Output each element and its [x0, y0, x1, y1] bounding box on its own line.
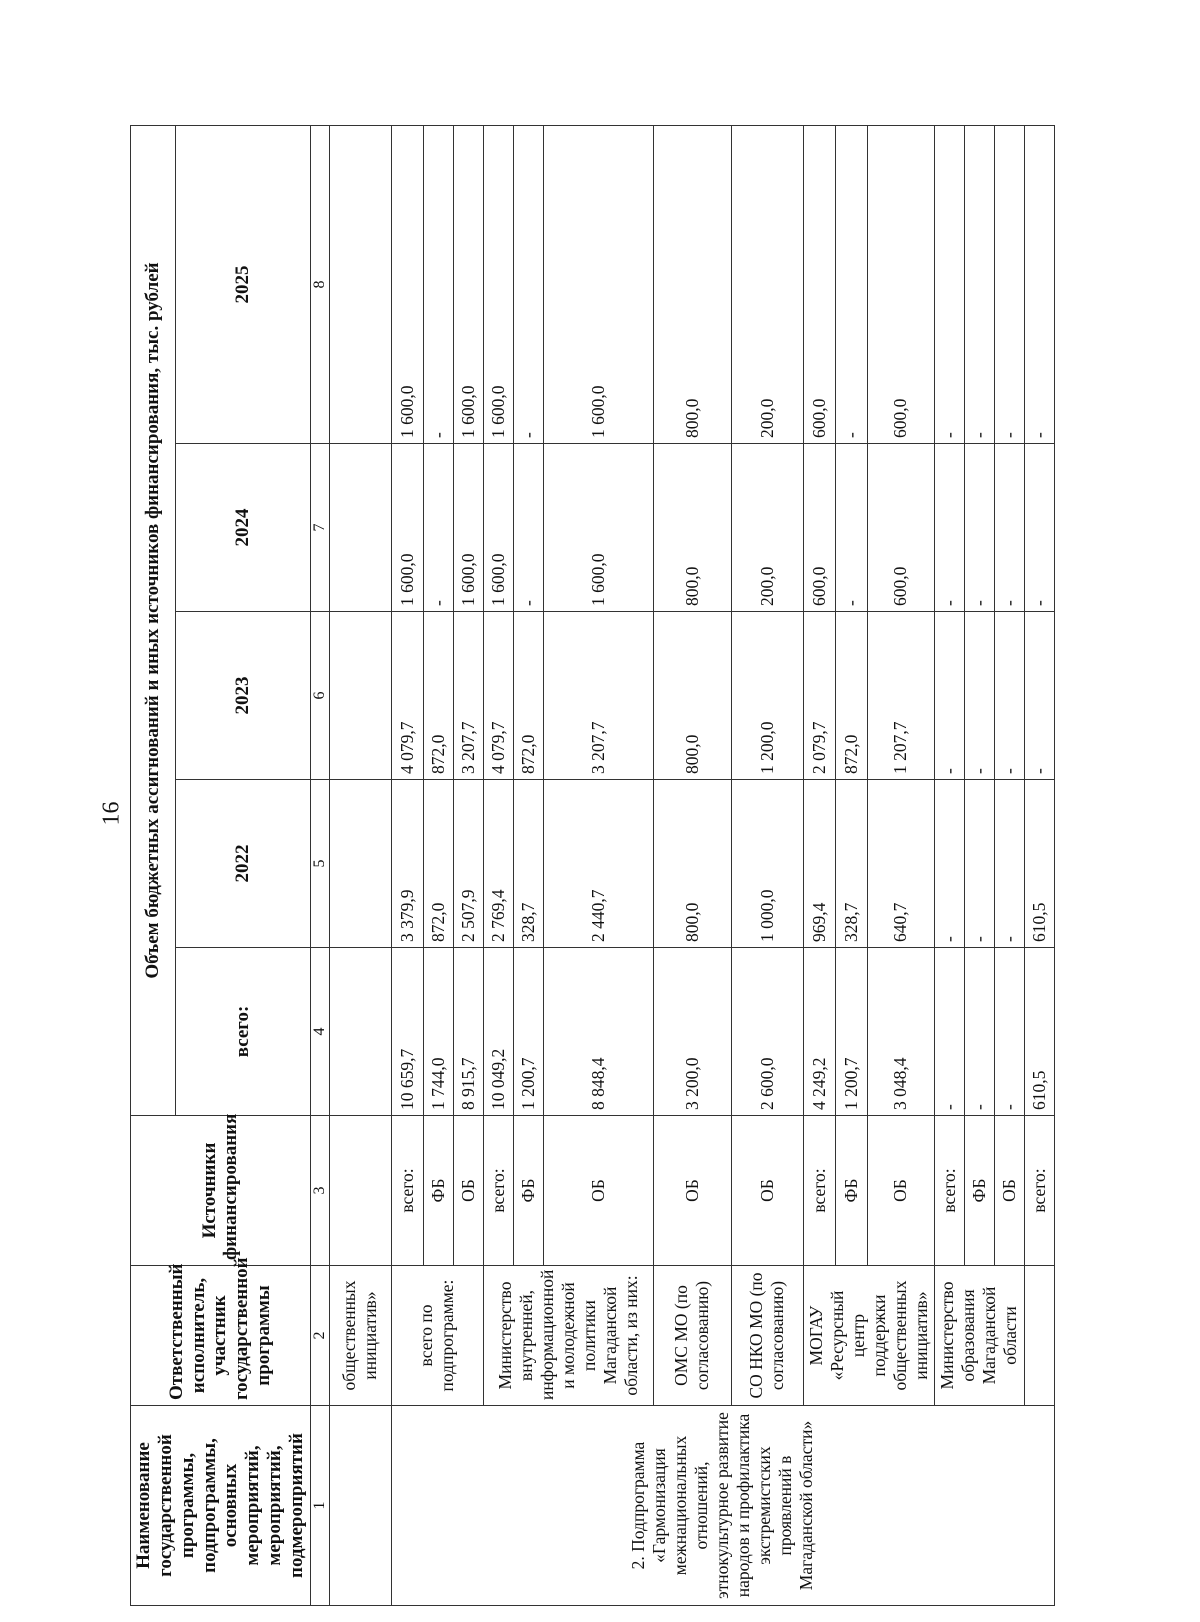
value-cell: 872,0	[513, 612, 543, 780]
value-cell: -	[994, 948, 1024, 1116]
value-cell: -	[964, 612, 994, 780]
value-cell: 1 200,0	[731, 612, 803, 780]
value-cell: 8 915,7	[453, 948, 483, 1116]
header-2022: 2022	[176, 780, 311, 948]
value-cell: 200,0	[731, 125, 803, 443]
value-cell: 872,0	[835, 612, 867, 780]
value-cell: -	[835, 125, 867, 443]
source-cell: ОБ	[653, 1116, 731, 1266]
rotated-page	[130, 126, 1049, 1606]
value-cell: 328,7	[513, 780, 543, 948]
value-cell: 1 200,7	[513, 948, 543, 1116]
value-cell: -	[835, 444, 867, 612]
header-2024: 2024	[176, 444, 311, 612]
value-cell: 872,0	[423, 612, 453, 780]
value-cell: 600,0	[868, 444, 935, 612]
value-cell: 3 200,0	[653, 948, 731, 1116]
value-cell: -	[1024, 612, 1054, 780]
value-cell: -	[934, 948, 964, 1116]
value-cell: 2 440,7	[543, 780, 653, 948]
budget-table	[130, 125, 1055, 1606]
value-cell: 800,0	[653, 780, 731, 948]
value-cell: -	[934, 780, 964, 948]
value-cell: 3 207,7	[453, 612, 483, 780]
value-cell: 969,4	[803, 780, 835, 948]
col-number: 3	[310, 1116, 329, 1266]
value-cell: -	[1024, 444, 1054, 612]
value-cell: 640,7	[868, 780, 935, 948]
value-cell: -	[934, 444, 964, 612]
value-cell: -	[994, 444, 1024, 612]
value-cell: 600,0	[803, 125, 835, 443]
value-cell: 1 744,0	[423, 948, 453, 1116]
source-cell: всего:	[1024, 1116, 1054, 1266]
value-cell: 1 600,0	[483, 444, 513, 612]
value-cell: -	[513, 444, 543, 612]
source-cell: всего:	[483, 1116, 513, 1266]
source-cell: ФБ	[835, 1116, 867, 1266]
value-cell: -	[994, 612, 1024, 780]
table-row	[731, 125, 803, 1605]
source-cell: ОБ	[453, 1116, 483, 1266]
table-row	[329, 125, 391, 1605]
executor-cell: ОМС МО (по согласованию)	[653, 1266, 731, 1406]
table-row	[1024, 125, 1054, 1605]
header-executor: Ответственный исполнитель, участник государственной программы	[131, 1266, 311, 1406]
col-number: 7	[310, 444, 329, 612]
value-cell: 8 848,4	[543, 948, 653, 1116]
value-cell: 1 600,0	[453, 125, 483, 443]
executor-cell: Министерство внутренней, информационной и молодежной политики Магаданской области, из них:	[483, 1266, 653, 1406]
value-cell: 1 600,0	[391, 125, 423, 443]
value-cell: 1 600,0	[483, 125, 513, 443]
source-cell: всего:	[934, 1116, 964, 1266]
value-cell: -	[423, 444, 453, 612]
header-funding-group: Объем бюджетных ассигнований и иных источников финансирования, тыс. рублей	[131, 125, 176, 1115]
source-cell: ОБ	[731, 1116, 803, 1266]
value-cell: 2 079,7	[803, 612, 835, 780]
value-cell: 2 507,9	[453, 780, 483, 948]
value-cell: 1 600,0	[391, 444, 423, 612]
value-cell: 200,0	[731, 444, 803, 612]
value-cell: 1 200,7	[835, 948, 867, 1116]
value-cell: 800,0	[653, 125, 731, 443]
value-cell: -	[964, 948, 994, 1116]
value-cell: -	[934, 125, 964, 443]
value-cell: 4 079,7	[483, 612, 513, 780]
value-cell: 1 600,0	[453, 444, 483, 612]
header-program-name: Наименование государственной программы, подпрограммы, основных мероприятий, мероприятий, подмероприятий	[131, 1406, 311, 1606]
program-name-cell: 2. Подпрограмма «Гармонизация межнациональных отношений, этнокультурное развитие народов и профилактика экстремистских проявлений в Магаданской области»	[391, 1406, 1054, 1606]
value-cell: -	[1024, 125, 1054, 443]
source-cell: ФБ	[423, 1116, 453, 1266]
source-cell: ОБ	[868, 1116, 935, 1266]
value-cell: -	[423, 125, 453, 443]
table-row	[934, 125, 964, 1605]
value-cell: 3 379,9	[391, 780, 423, 948]
value-cell: 800,0	[653, 612, 731, 780]
header-total: всего:	[176, 948, 311, 1116]
source-cell: ОБ	[543, 1116, 653, 1266]
column-number-row	[310, 125, 329, 1605]
value-cell: 800,0	[653, 444, 731, 612]
executor-cell: СО НКО МО (по согласованию)	[731, 1266, 803, 1406]
value-cell: 4 079,7	[391, 612, 423, 780]
table-row	[483, 125, 513, 1605]
executor-cell: МОГАУ «Ресурсный центр поддержки общественных инициатив»	[803, 1266, 934, 1406]
value-cell: 872,0	[423, 780, 453, 948]
header-row	[131, 125, 176, 1605]
header-source: Источники финансирования	[131, 1116, 311, 1266]
col-number: 4	[310, 948, 329, 1116]
col-number: 1	[310, 1406, 329, 1606]
value-cell: 3 207,7	[543, 612, 653, 780]
source-cell: всего:	[391, 1116, 423, 1266]
value-cell: 610,5	[1024, 780, 1054, 948]
value-cell: -	[964, 444, 994, 612]
executor-cell: Министерство образования Магаданской области	[934, 1266, 1024, 1406]
value-cell: 600,0	[803, 444, 835, 612]
value-cell: -	[934, 612, 964, 780]
value-cell: 1 600,0	[543, 444, 653, 612]
value-cell: 4 249,2	[803, 948, 835, 1116]
col-number: 2	[310, 1266, 329, 1406]
page-number: 16	[98, 801, 125, 826]
value-cell: 2 769,4	[483, 780, 513, 948]
value-cell: 3 048,4	[868, 948, 935, 1116]
table-row	[653, 125, 731, 1605]
value-cell: 328,7	[835, 780, 867, 948]
header-2025: 2025	[176, 125, 311, 443]
executor-cell: всего по подпрограмме:	[391, 1266, 483, 1406]
value-cell: -	[964, 125, 994, 443]
value-cell: 1 600,0	[543, 125, 653, 443]
source-cell: ФБ	[513, 1116, 543, 1266]
value-cell: 10 659,7	[391, 948, 423, 1116]
value-cell: -	[513, 125, 543, 443]
value-cell: 1 000,0	[731, 780, 803, 948]
col-number: 5	[310, 780, 329, 948]
executor-cell: общественных инициатив»	[329, 1266, 391, 1406]
header-2023: 2023	[176, 612, 311, 780]
table-row	[803, 125, 835, 1605]
source-cell: всего:	[803, 1116, 835, 1266]
source-cell: ОБ	[994, 1116, 1024, 1266]
value-cell: 610,5	[1024, 948, 1054, 1116]
value-cell: 1 207,7	[868, 612, 935, 780]
value-cell: 2 600,0	[731, 948, 803, 1116]
col-number: 6	[310, 612, 329, 780]
value-cell: 10 049,2	[483, 948, 513, 1116]
value-cell: 600,0	[868, 125, 935, 443]
table-row	[391, 125, 423, 1605]
source-cell: ФБ	[964, 1116, 994, 1266]
col-number: 8	[310, 125, 329, 443]
value-cell: -	[994, 780, 1024, 948]
value-cell: -	[964, 780, 994, 948]
value-cell: -	[994, 125, 1024, 443]
